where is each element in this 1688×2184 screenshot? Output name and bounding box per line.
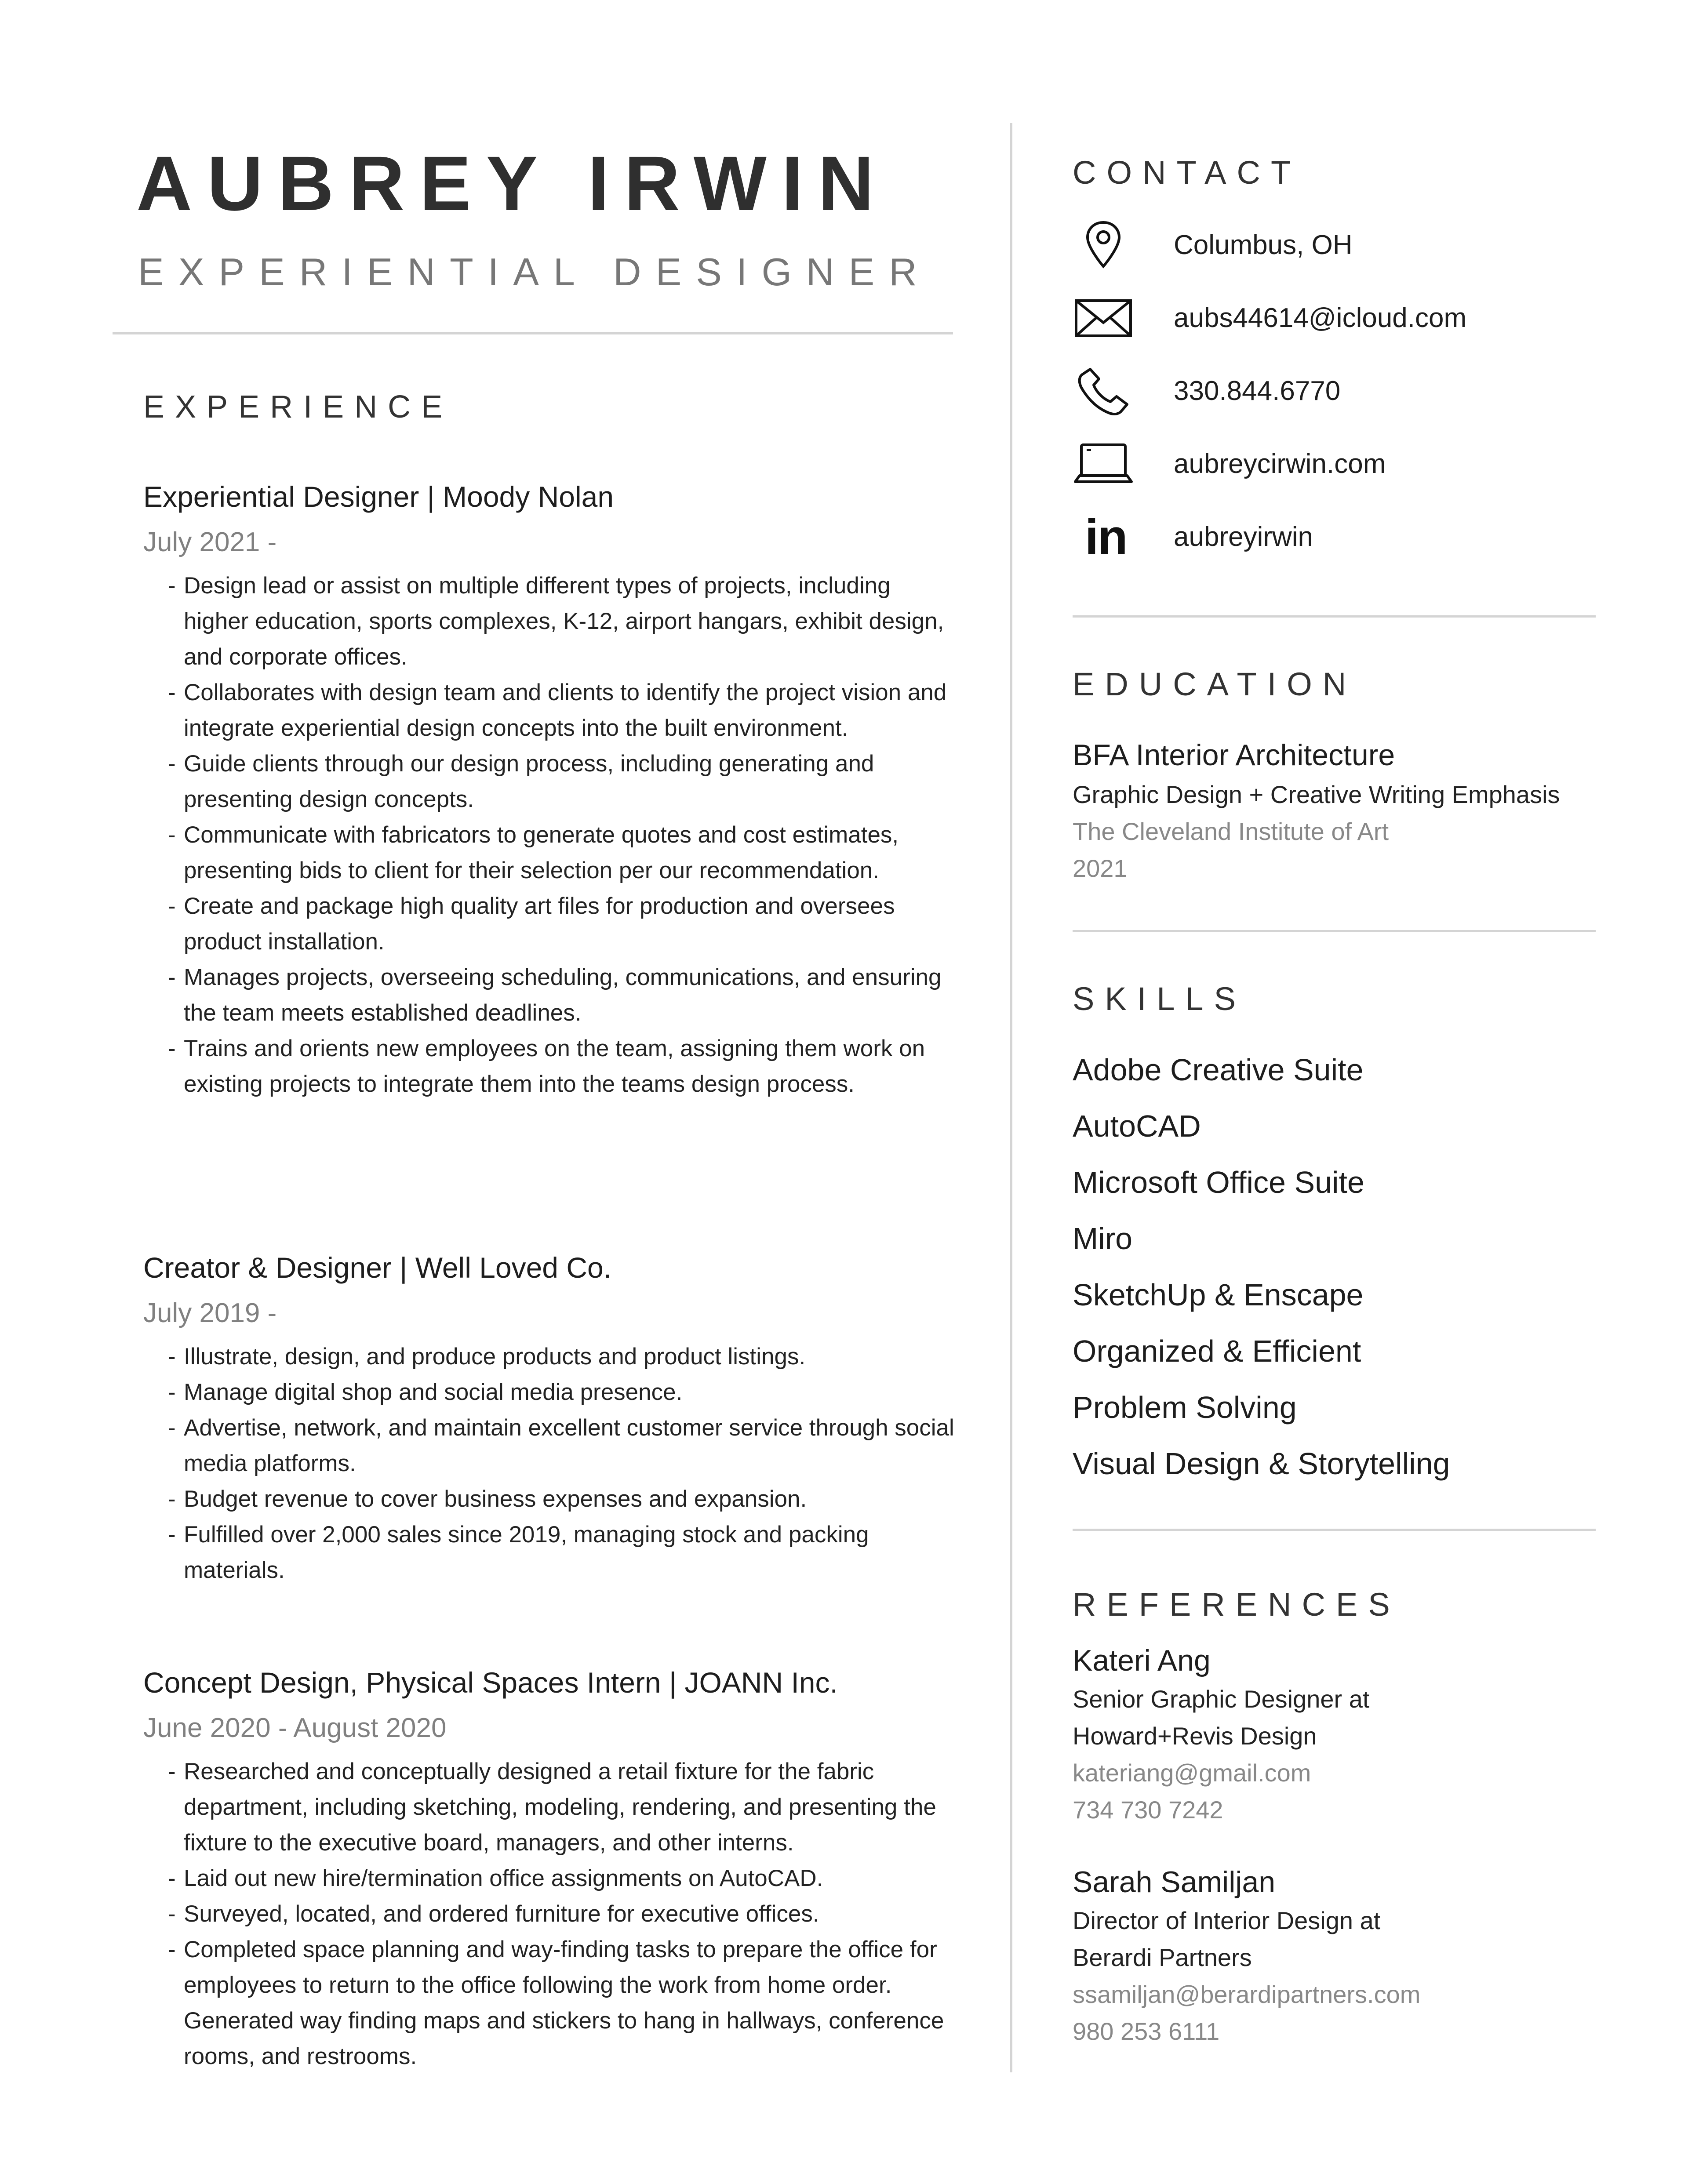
skill-item: AutoCAD xyxy=(1073,1109,1201,1143)
candidate-name: AUBREY IRWIN xyxy=(136,141,889,227)
contact-heading: CONTACT xyxy=(1073,154,1302,191)
job-bullet: - Manages projects, overseeing scheduling, communications, and ensuring the team meets established deadlines. xyxy=(168,959,957,1031)
job-bullet: - Collaborates with design team and clients to identify the project vision and integrate experiential design concepts into the built environment. xyxy=(168,675,957,746)
location-pin-icon xyxy=(1073,219,1134,272)
contact-phone-text[interactable]: 330.844.6770 xyxy=(1174,376,1341,406)
job-bullet: - Communicate with fabricators to generate quotes and cost estimates, presenting bids to client for their selection per our recommendation. xyxy=(168,817,957,888)
skills-list xyxy=(1073,1042,1450,1492)
job-bullet: - Illustrate, design, and produce products and product listings. xyxy=(168,1339,957,1374)
job-entry xyxy=(143,474,979,1102)
education-degree: BFA Interior Architecture xyxy=(1073,738,1395,772)
job-bullet: - Manage digital shop and social media presence. xyxy=(168,1374,957,1410)
job-bullets xyxy=(168,1339,979,1588)
contact-website[interactable] xyxy=(1073,438,1600,491)
contact-website-text[interactable]: aubreycirwin.com xyxy=(1174,449,1386,479)
reference-name: Sarah Samiljan xyxy=(1073,1865,1276,1899)
reference-email[interactable]: kateriang@gmail.com xyxy=(1073,1759,1311,1787)
reference-phone[interactable]: 734 730 7242 xyxy=(1073,1796,1223,1824)
education-divider xyxy=(1073,930,1596,932)
skill-item: Organized & Efficient xyxy=(1073,1334,1361,1368)
contact-phone[interactable] xyxy=(1073,365,1600,418)
contact-email-text[interactable]: aubs44614@icloud.com xyxy=(1174,303,1467,333)
skills-heading: SKILLS xyxy=(1073,981,1246,1017)
envelope-icon xyxy=(1073,292,1134,345)
linkedin-icon xyxy=(1073,511,1134,563)
job-bullet: - Guide clients through our design process, including generating and presenting design concepts. xyxy=(168,746,957,817)
reference-role: Director of Interior Design at xyxy=(1073,1907,1381,1934)
phone-icon xyxy=(1073,365,1134,418)
skills-divider xyxy=(1073,1529,1596,1531)
education-school: The Cleveland Institute of Art xyxy=(1073,818,1389,845)
contact-linkedin-text[interactable]: aubreyirwin xyxy=(1174,522,1313,552)
job-bullets xyxy=(168,568,979,1102)
job-bullet: - Budget revenue to cover business expenses and expansion. xyxy=(168,1481,957,1517)
skill-item: Adobe Creative Suite xyxy=(1073,1053,1364,1087)
laptop-icon xyxy=(1073,438,1134,491)
education-year: 2021 xyxy=(1073,854,1128,882)
job-title: Creator & Designer | Well Loved Co. xyxy=(143,1251,612,1284)
reference-company: Howard+Revis Design xyxy=(1073,1722,1317,1750)
contact-location xyxy=(1073,219,1600,272)
job-bullet: - Laid out new hire/termination office assignments on AutoCAD. xyxy=(168,1861,957,1896)
linkedin-glyph: in xyxy=(1085,509,1127,564)
column-divider xyxy=(1010,123,1012,2072)
skill-item: Visual Design & Storytelling xyxy=(1073,1446,1450,1481)
contact-divider xyxy=(1073,615,1596,618)
candidate-title: EXPERIENTIAL DESIGNER xyxy=(138,250,931,294)
job-title: Concept Design, Physical Spaces Intern | JOANN Inc. xyxy=(143,1666,838,1699)
skill-item: Miro xyxy=(1073,1221,1133,1256)
job-title: Experiential Designer | Moody Nolan xyxy=(143,480,614,513)
contact-location-text: Columbus, OH xyxy=(1174,230,1353,260)
contact-email[interactable] xyxy=(1073,292,1600,345)
contact-linkedin[interactable] xyxy=(1073,511,1600,563)
job-bullet: - Create and package high quality art files for production and oversees product installation. xyxy=(168,888,957,959)
job-bullet: - Surveyed, located, and ordered furniture for executive offices. xyxy=(168,1896,957,1932)
header-divider xyxy=(113,332,953,334)
reference-role: Senior Graphic Designer at xyxy=(1073,1685,1370,1713)
job-date: July 2019 - xyxy=(143,1298,277,1328)
reference-name: Kateri Ang xyxy=(1073,1644,1211,1677)
job-entry xyxy=(143,1245,979,1588)
job-bullet: - Fulfilled over 2,000 sales since 2019, managing stock and packing materials. xyxy=(168,1517,957,1588)
reference-company: Berardi Partners xyxy=(1073,1944,1252,1971)
skill-item: SketchUp & Enscape xyxy=(1073,1278,1364,1312)
job-bullet: - Trains and orients new employees on the team, assigning them work on existing projects to integrate them into the teams design process. xyxy=(168,1031,957,1102)
education-heading: EDUCATION xyxy=(1073,666,1357,702)
job-bullet: - Design lead or assist on multiple different types of projects, including higher education, sports complexes, K-12, airport hangars, exhibit design, and corporate offices. xyxy=(168,568,957,675)
job-date: July 2021 - xyxy=(143,527,277,557)
job-bullet: - Advertise, network, and maintain excellent customer service through social media platforms. xyxy=(168,1410,957,1481)
reference-entry xyxy=(1073,1640,1600,1828)
reference-email[interactable]: ssamiljan@berardipartners.com xyxy=(1073,1980,1421,2008)
education-emphasis: Graphic Design + Creative Writing Emphasis xyxy=(1073,781,1560,808)
job-entry xyxy=(143,1660,979,2074)
job-date: June 2020 - August 2020 xyxy=(143,1713,447,1743)
reference-entry xyxy=(1073,1862,1600,2050)
experience-heading: EXPERIENCE xyxy=(143,389,453,425)
job-bullet: - Completed space planning and way-finding tasks to prepare the office for employees to return to the office following the work from home order. Generated way finding maps and stickers to hang in hallways, conference rooms, and restrooms. xyxy=(168,1932,957,2074)
job-bullets xyxy=(168,1754,979,2074)
reference-phone[interactable]: 980 253 6111 xyxy=(1073,2017,1220,2045)
skill-item: Microsoft Office Suite xyxy=(1073,1165,1364,1199)
skill-item: Problem Solving xyxy=(1073,1390,1297,1425)
education-entry xyxy=(1073,734,1600,887)
job-bullet: - Researched and conceptually designed a retail fixture for the fabric department, including sketching, modeling, rendering, and presenting the fixture to the executive board, managers, and other interns. xyxy=(168,1754,957,1861)
references-heading: REFERENCES xyxy=(1073,1586,1401,1623)
